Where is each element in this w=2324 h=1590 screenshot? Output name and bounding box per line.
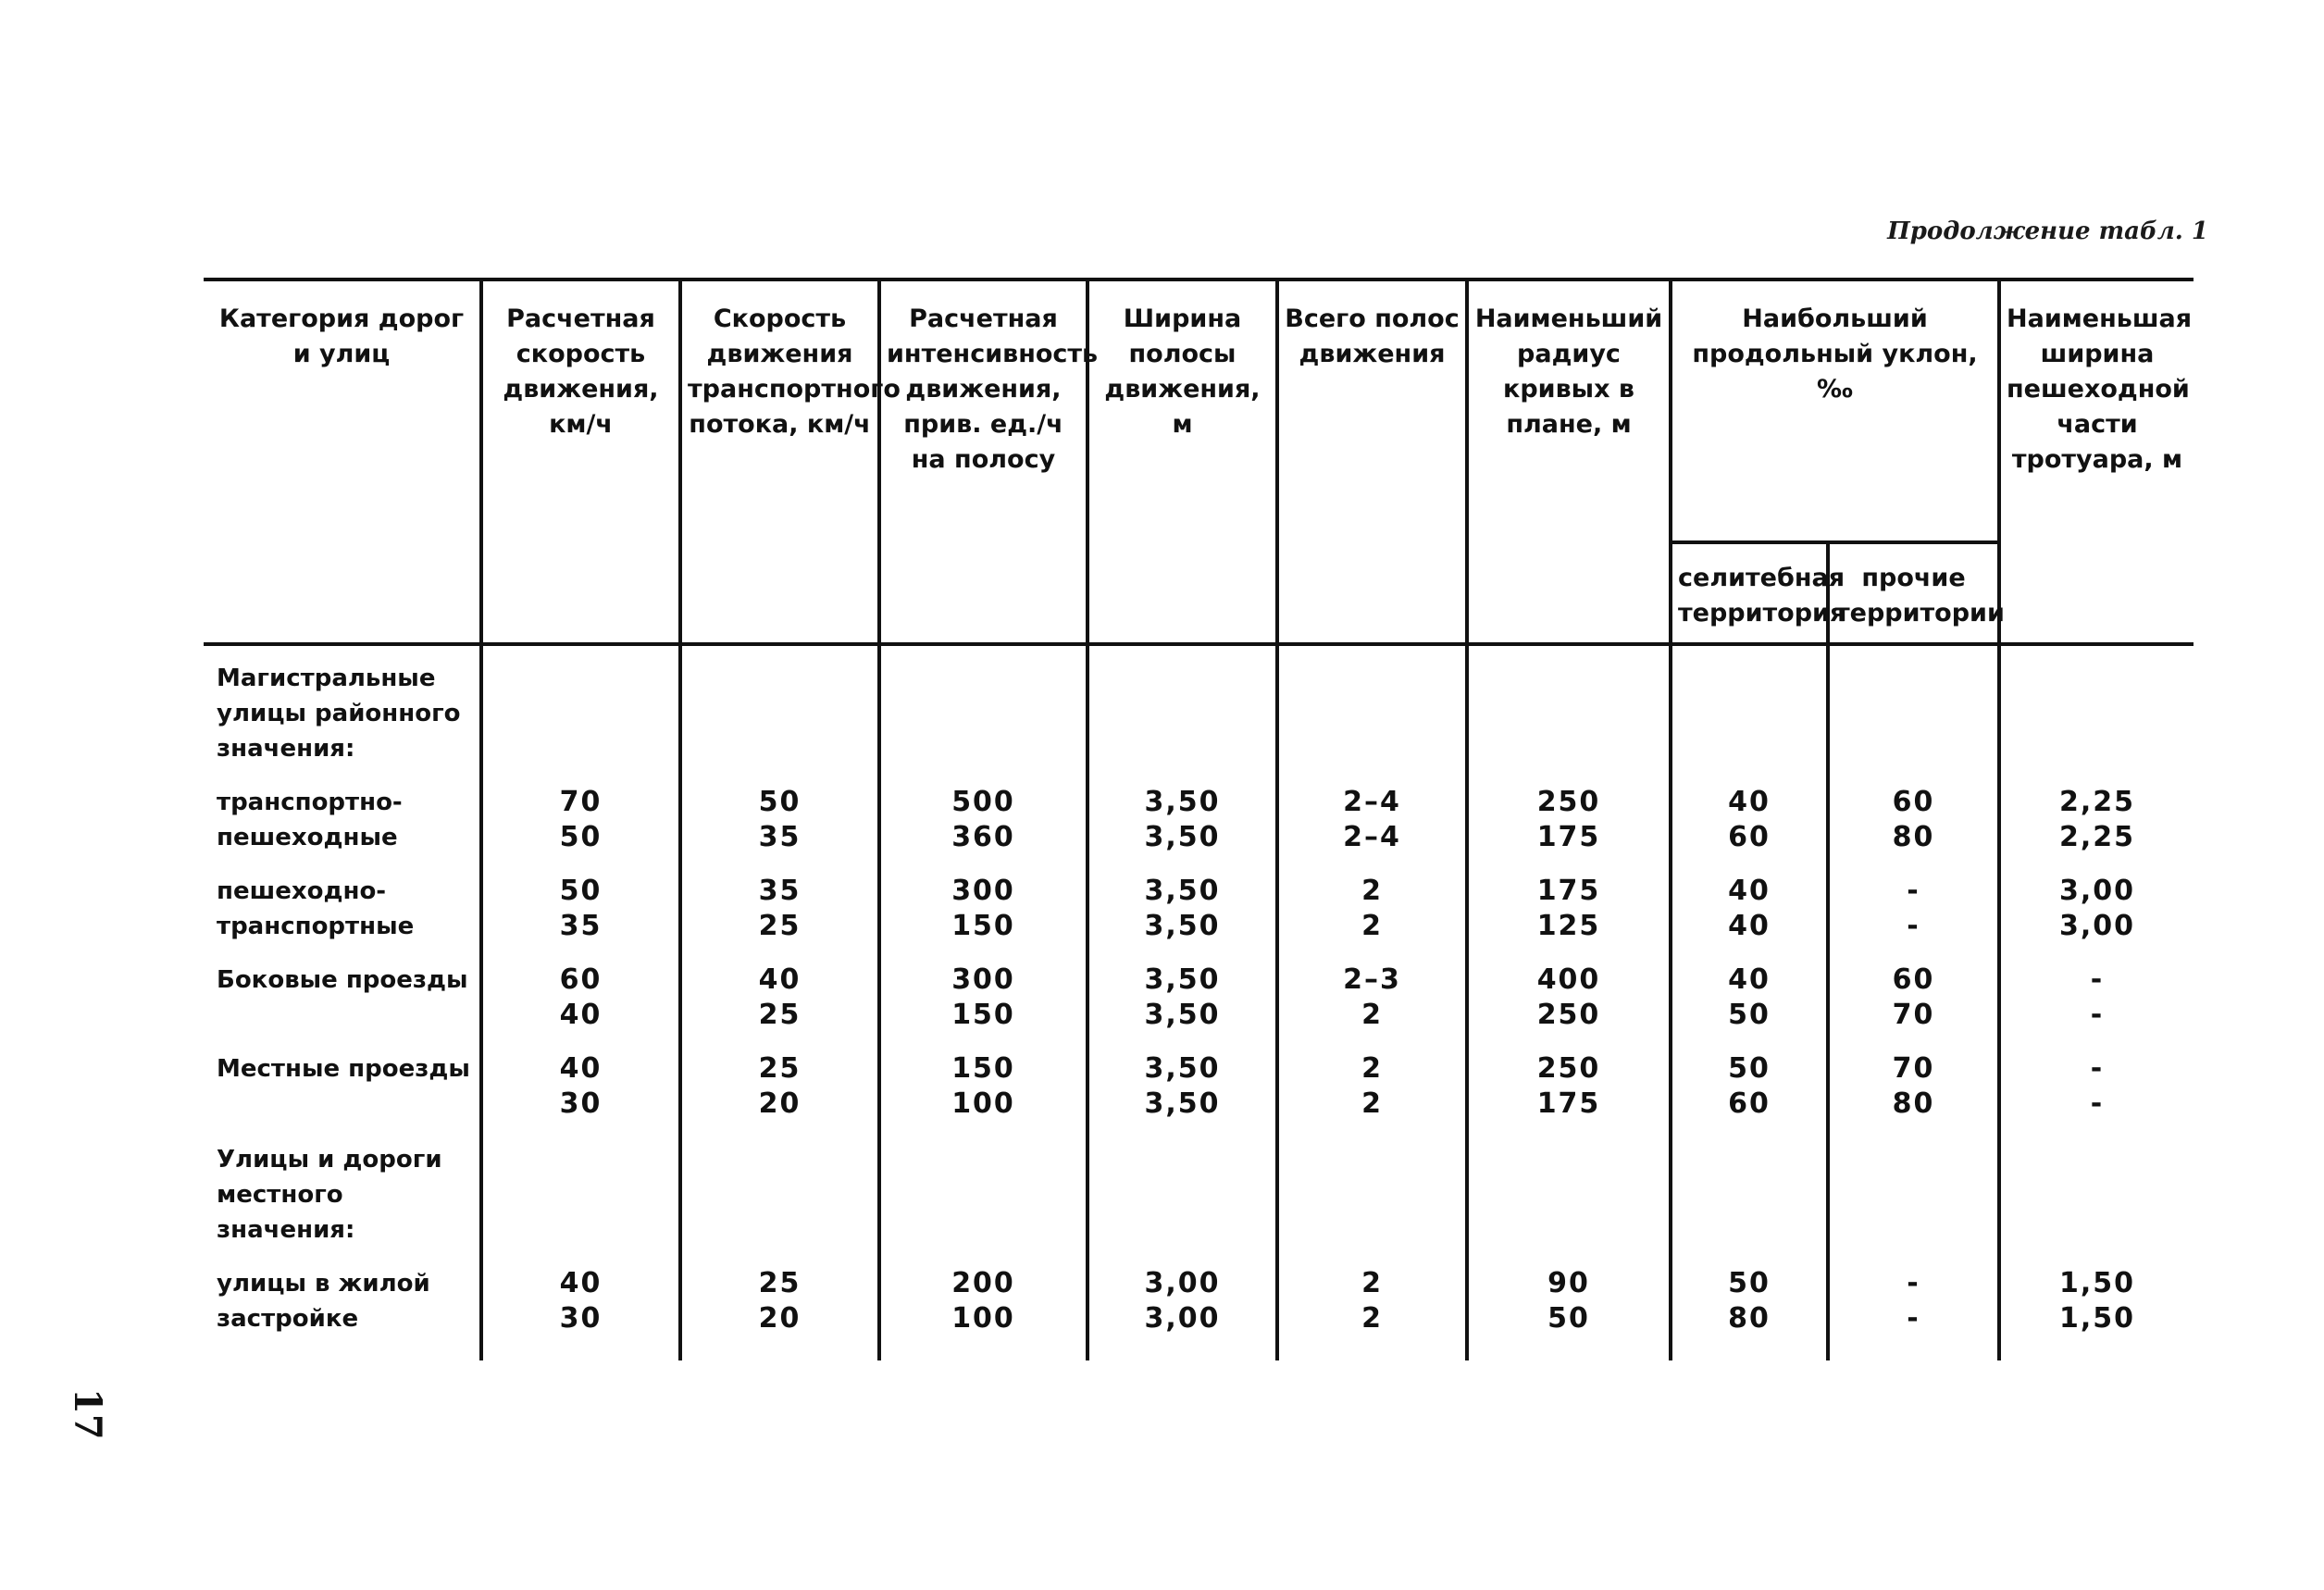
cell-sidewalk: - - (1999, 950, 2194, 1038)
cell-design-speed: 40 30 (481, 1038, 680, 1127)
row-category: улицы в жилой застройке (217, 1270, 430, 1333)
road-categories-table (204, 278, 2194, 1360)
cell-grade-other: - - (1828, 861, 1999, 950)
cell-design-speed: 60 40 (481, 950, 680, 1038)
row-category: транспортно-пешеходные (217, 789, 403, 851)
cell-grade-residential: 50 60 (1671, 1038, 1828, 1127)
header-grade-other: прочие территории (1828, 542, 1999, 644)
cell-grade-residential: 40 50 (1671, 950, 1828, 1038)
table-row (204, 772, 2194, 861)
cell-design-speed: 50 35 (481, 861, 680, 950)
group-label: Магистральные улицы районного значения: (217, 665, 461, 763)
group-row-district-arterials (204, 644, 2194, 772)
cell-grade-other: 70 80 (1828, 1038, 1999, 1127)
cell-grade-other: - - (1828, 1253, 1999, 1360)
cell-sidewalk: 3,00 3,00 (1999, 861, 2194, 950)
page-number: 17 (66, 1388, 109, 1440)
cell-sidewalk: 1,50 1,50 (1999, 1253, 2194, 1360)
header-design-speed: Расчетная скорость движения, км/ч (481, 279, 680, 644)
table-row (204, 950, 2194, 1038)
cell-grade-other: 60 80 (1828, 772, 1999, 861)
header-max-grade: Наибольший продольный уклон, ‰ (1671, 279, 1999, 542)
cell-lane-width: 3,50 3,50 (1087, 772, 1277, 861)
cell-lane-width: 3,50 3,50 (1087, 861, 1277, 950)
cell-design-speed: 70 50 (481, 772, 680, 861)
header-lanes-total: Всего полос движения (1277, 279, 1467, 644)
cell-min-radius: 250 175 (1467, 772, 1671, 861)
table-row (204, 861, 2194, 950)
header-lane-width: Ширина полосы движения, м (1087, 279, 1277, 644)
row-category: Боковые проезды (217, 966, 468, 994)
cell-flow-speed: 40 25 (680, 950, 879, 1038)
row-category: пешеходно-транспортные (217, 877, 415, 940)
header-intensity: Расчетная интенсивность движения, прив. ед./ч на полосу (879, 279, 1087, 644)
cell-intensity: 200 100 (879, 1253, 1087, 1360)
cell-sidewalk: 2,25 2,25 (1999, 772, 2194, 861)
cell-flow-speed: 25 20 (680, 1253, 879, 1360)
cell-sidewalk: - - (1999, 1038, 2194, 1127)
cell-lanes-total: 2 2 (1277, 1038, 1467, 1127)
header-category: Категория дорог и улиц (204, 279, 481, 644)
cell-lanes-total: 2–3 2 (1277, 950, 1467, 1038)
table-row (204, 1038, 2194, 1127)
cell-grade-residential: 40 60 (1671, 772, 1828, 861)
cell-min-radius: 250 175 (1467, 1038, 1671, 1127)
cell-flow-speed: 25 20 (680, 1038, 879, 1127)
group-label: Улицы и дороги местного значения: (217, 1146, 442, 1244)
header-grade-residential: селитебная территория (1671, 542, 1828, 644)
cell-design-speed: 40 30 (481, 1253, 680, 1360)
header-sidewalk-width: Наименьшая ширина пешеходной части тротуара, м (1999, 279, 2194, 644)
row-category: Местные проезды (217, 1055, 470, 1083)
cell-lane-width: 3,00 3,00 (1087, 1253, 1277, 1360)
table-row (204, 1253, 2194, 1360)
cell-lane-width: 3,50 3,50 (1087, 950, 1277, 1038)
cell-lanes-total: 2 2 (1277, 1253, 1467, 1360)
cell-intensity: 300 150 (879, 861, 1087, 950)
cell-min-radius: 90 50 (1467, 1253, 1671, 1360)
table-continuation-label: Продолжение табл. 1 (1887, 217, 2208, 245)
cell-intensity: 500 360 (879, 772, 1087, 861)
header-min-radius: Наименьший радиус кривых в плане, м (1467, 279, 1671, 644)
cell-intensity: 150 100 (879, 1038, 1087, 1127)
cell-grade-residential: 40 40 (1671, 861, 1828, 950)
cell-lane-width: 3,50 3,50 (1087, 1038, 1277, 1127)
cell-intensity: 300 150 (879, 950, 1087, 1038)
cell-flow-speed: 50 35 (680, 772, 879, 861)
cell-flow-speed: 35 25 (680, 861, 879, 950)
cell-grade-other: 60 70 (1828, 950, 1999, 1038)
header-flow-speed: Скорость движения транспортного потока, км/ч (680, 279, 879, 644)
cell-min-radius: 400 250 (1467, 950, 1671, 1038)
group-row-local-streets (204, 1127, 2194, 1253)
cell-lanes-total: 2–4 2–4 (1277, 772, 1467, 861)
cell-grade-residential: 50 80 (1671, 1253, 1828, 1360)
cell-min-radius: 175 125 (1467, 861, 1671, 950)
cell-lanes-total: 2 2 (1277, 861, 1467, 950)
